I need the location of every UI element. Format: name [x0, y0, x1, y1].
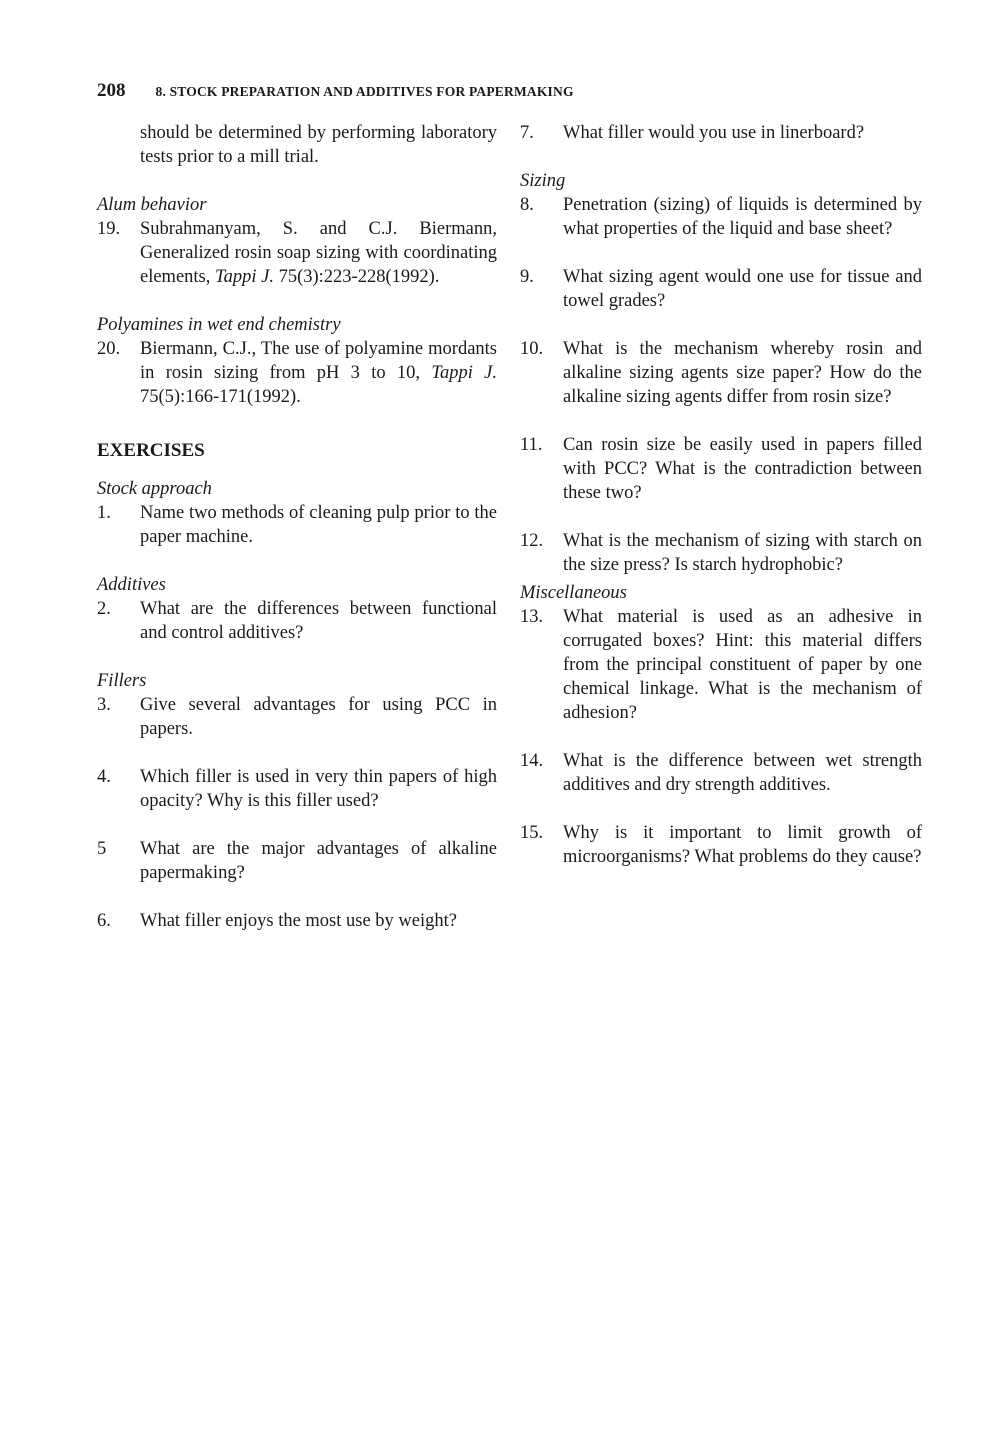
- exercise-number: 5: [97, 839, 107, 859]
- exercise-number: 8.: [520, 195, 534, 215]
- exercise-text: Can rosin size be easily used in papers filled with PCC? What is the contradiction between these two?: [563, 435, 922, 503]
- exercise-12: [520, 529, 922, 577]
- exercise-13: [520, 605, 922, 725]
- running-head: 8. STOCK PREPARATION AND ADDITIVES FOR PAPERMAKING: [155, 84, 574, 99]
- exercise-text: Give several advantages for using PCC in papers.: [140, 695, 497, 739]
- exercise-3: [97, 693, 497, 741]
- exercise-text: Penetration (sizing) of liquids is determined by what properties of the liquid and base sheet?: [563, 195, 922, 239]
- reference-text: Biermann, C.J., The use of polyamine mordants in rosin sizing from pH 3 to 10, Tappi J. 75(5):166-171(1992).: [140, 339, 497, 407]
- right-column: [520, 121, 922, 869]
- exercise-number: 4.: [97, 767, 111, 787]
- reference-text: Subrahmanyam, S. and C.J. Biermann, Generalized rosin soap sizing with coordinating elements, Tappi J. 75(3):223-228(1992).: [140, 219, 497, 287]
- exercise-text: Why is it important to limit growth of microorganisms? What problems do they cause?: [563, 823, 922, 867]
- exercise-2: [97, 597, 497, 645]
- exercise-text: Name two methods of cleaning pulp prior to the paper machine.: [140, 503, 497, 547]
- exercise-number: 2.: [97, 599, 111, 619]
- sizing-heading: Sizing: [520, 171, 566, 191]
- exercise-number: 13.: [520, 607, 544, 627]
- exercise-number: 10.: [520, 339, 544, 359]
- stock-approach-heading: Stock approach: [97, 479, 212, 499]
- exercise-text: What are the major advantages of alkaline papermaking?: [140, 839, 497, 883]
- page-header: [97, 80, 574, 102]
- reference-number: 19.: [97, 219, 121, 239]
- exercise-5: [97, 837, 497, 885]
- exercise-number: 6.: [97, 911, 111, 931]
- exercise-number: 1.: [97, 503, 111, 523]
- reference-20: [97, 337, 497, 409]
- exercise-15: [520, 821, 922, 869]
- exercise-number: 3.: [97, 695, 111, 715]
- additives-heading: Additives: [97, 575, 166, 595]
- journal-name: Tappi J.: [215, 267, 274, 287]
- left-column: [97, 121, 497, 933]
- exercise-text: Which filler is used in very thin papers of high opacity? Why is this filler used?: [140, 767, 497, 811]
- exercise-text: What is the mechanism whereby rosin and alkaline sizing agents size paper? How do the alkaline sizing agents differ from rosin size?: [563, 339, 922, 407]
- exercise-text: What is the difference between wet strength additives and dry strength additives.: [563, 751, 922, 795]
- exercise-number: 11.: [520, 435, 543, 455]
- exercise-number: 9.: [520, 267, 534, 287]
- exercise-text: What filler would you use in linerboard?: [563, 123, 865, 143]
- exercise-10: [520, 337, 922, 409]
- exercise-text: What filler enjoys the most use by weight?: [140, 911, 457, 931]
- exercise-text: What sizing agent would one use for tissue and towel grades?: [563, 267, 922, 311]
- exercise-text: What material is used as an adhesive in corrugated boxes? Hint: this material differs from the principal constituent of paper by one chemical linkage. What is the mechanism of adhesion?: [563, 607, 922, 723]
- continuation-paragraph: should be determined by performing laboratory tests prior to a mill trial.: [140, 123, 497, 167]
- exercise-number: 14.: [520, 751, 544, 771]
- journal-name: Tappi J.: [431, 363, 497, 383]
- exercises-heading: EXERCISES: [97, 440, 205, 461]
- exercise-text: What is the mechanism of sizing with starch on the size press? Is starch hydrophobic?: [563, 531, 922, 575]
- miscellaneous-heading: Miscellaneous: [520, 583, 627, 603]
- exercise-7: [520, 121, 922, 145]
- exercise-text: What are the differences between functional and control additives?: [140, 599, 497, 643]
- exercise-number: 15.: [520, 823, 544, 843]
- exercise-4: [97, 765, 497, 813]
- exercise-9: [520, 265, 922, 313]
- exercise-number: 7.: [520, 123, 534, 143]
- alum-behavior-heading: Alum behavior: [97, 195, 207, 215]
- exercise-1: [97, 501, 497, 549]
- exercise-11: [520, 433, 922, 505]
- reference-19: [97, 217, 497, 289]
- polyamines-heading: Polyamines in wet end chemistry: [97, 315, 341, 335]
- reference-number: 20.: [97, 339, 121, 359]
- exercise-number: 12.: [520, 531, 544, 551]
- page-number: 208: [97, 80, 126, 101]
- exercise-6: [97, 909, 497, 933]
- exercise-8: [520, 193, 922, 241]
- fillers-heading: Fillers: [97, 671, 147, 691]
- exercise-14: [520, 749, 922, 797]
